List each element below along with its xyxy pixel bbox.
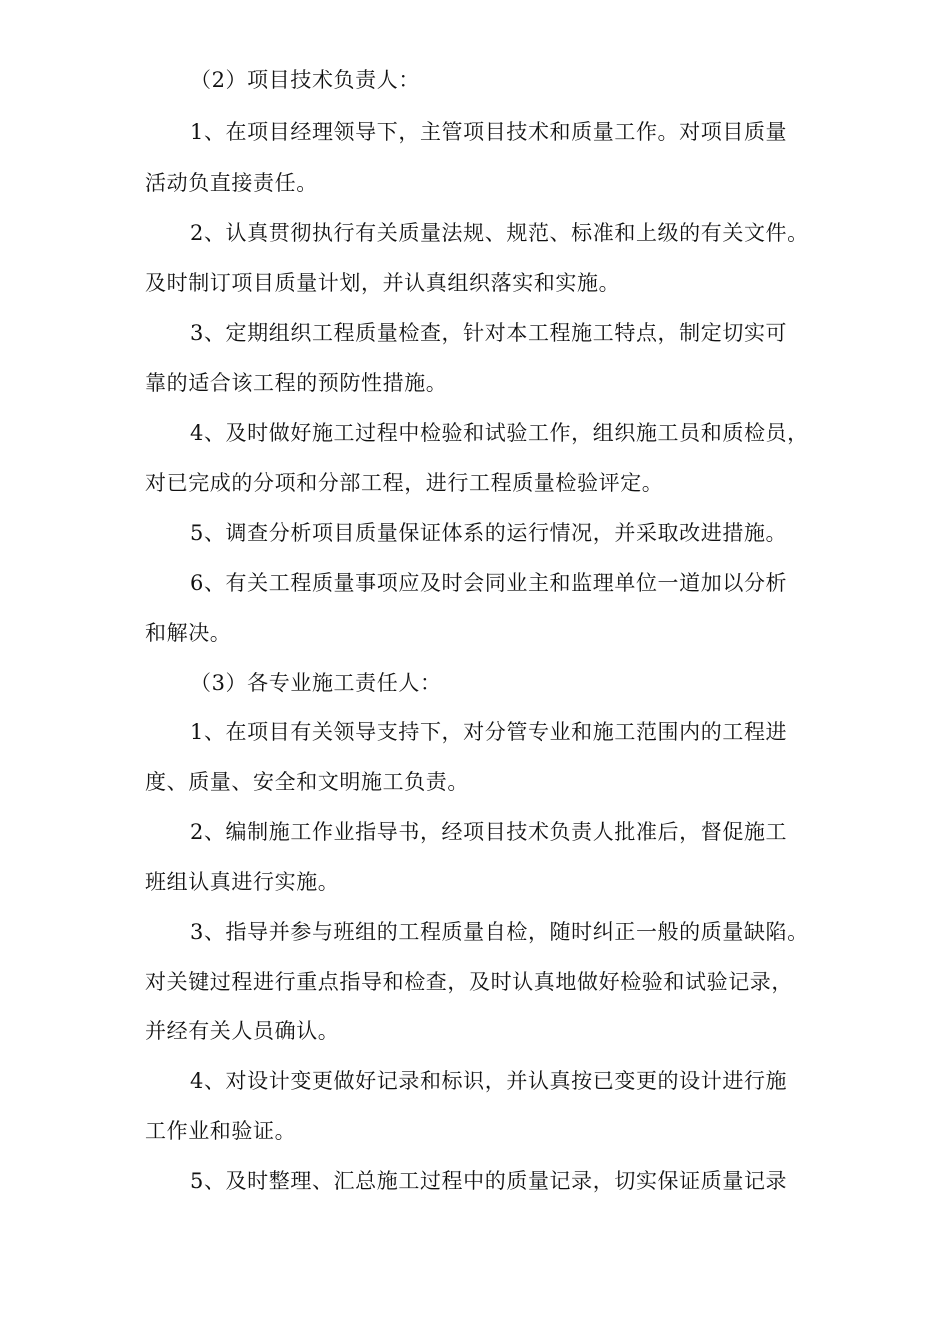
paragraph-line: 班组认真进行实施。 <box>145 870 340 894</box>
section-heading: （3）各专业施工责任人： <box>190 671 442 695</box>
paragraph-line: 对已完成的分项和分部工程，进行工程质量检验评定。 <box>145 471 664 495</box>
paragraph-line: 3、定期组织工程质量检查，针对本工程施工特点，制定切实可 <box>190 321 788 345</box>
paragraph-line: 4、对设计变更做好记录和标识，并认真按已变更的设计进行施 <box>190 1069 788 1093</box>
paragraph-line: 2、编制施工作业指导书，经项目技术负责人批准后，督促施工 <box>190 820 788 844</box>
paragraph-line: 1、在项目有关领导支持下，对分管专业和施工范围内的工程进 <box>190 720 788 744</box>
paragraph-line: 4、及时做好施工过程中检验和试验工作，组织施工员和质检员， <box>190 421 809 445</box>
paragraph-line: 靠的适合该工程的预防性措施。 <box>145 371 448 395</box>
paragraph-line: 5、及时整理、汇总施工过程中的质量记录，切实保证质量记录 <box>190 1169 788 1193</box>
paragraph-line: 5、调查分析项目质量保证体系的运行情况，并采取改进措施。 <box>190 521 788 545</box>
paragraph-line: 度、质量、安全和文明施工负责。 <box>145 770 469 794</box>
paragraph-line: 和解决。 <box>145 621 232 645</box>
paragraph-line: 2、认真贯彻执行有关质量法规、规范、标准和上级的有关文件。 <box>190 221 809 245</box>
paragraph-line: 及时制订项目质量计划，并认真组织落实和实施。 <box>145 271 621 295</box>
paragraph-line: 3、指导并参与班组的工程质量自检，随时纠正一般的质量缺陷。 <box>190 920 809 944</box>
paragraph-line: 工作业和验证。 <box>145 1119 297 1143</box>
paragraph-line: 对关键过程进行重点指导和检查，及时认真地做好检验和试验记录， <box>145 970 793 994</box>
section-heading: （2）项目技术负责人： <box>190 68 420 92</box>
paragraph-line: 活动负直接责任。 <box>145 171 318 195</box>
paragraph-line: 1、在项目经理领导下，主管项目技术和质量工作。对项目质量 <box>190 120 788 144</box>
paragraph-line: 6、有关工程质量事项应及时会同业主和监理单位一道加以分析 <box>190 571 788 595</box>
paragraph-line: 并经有关人员确认。 <box>145 1019 340 1043</box>
